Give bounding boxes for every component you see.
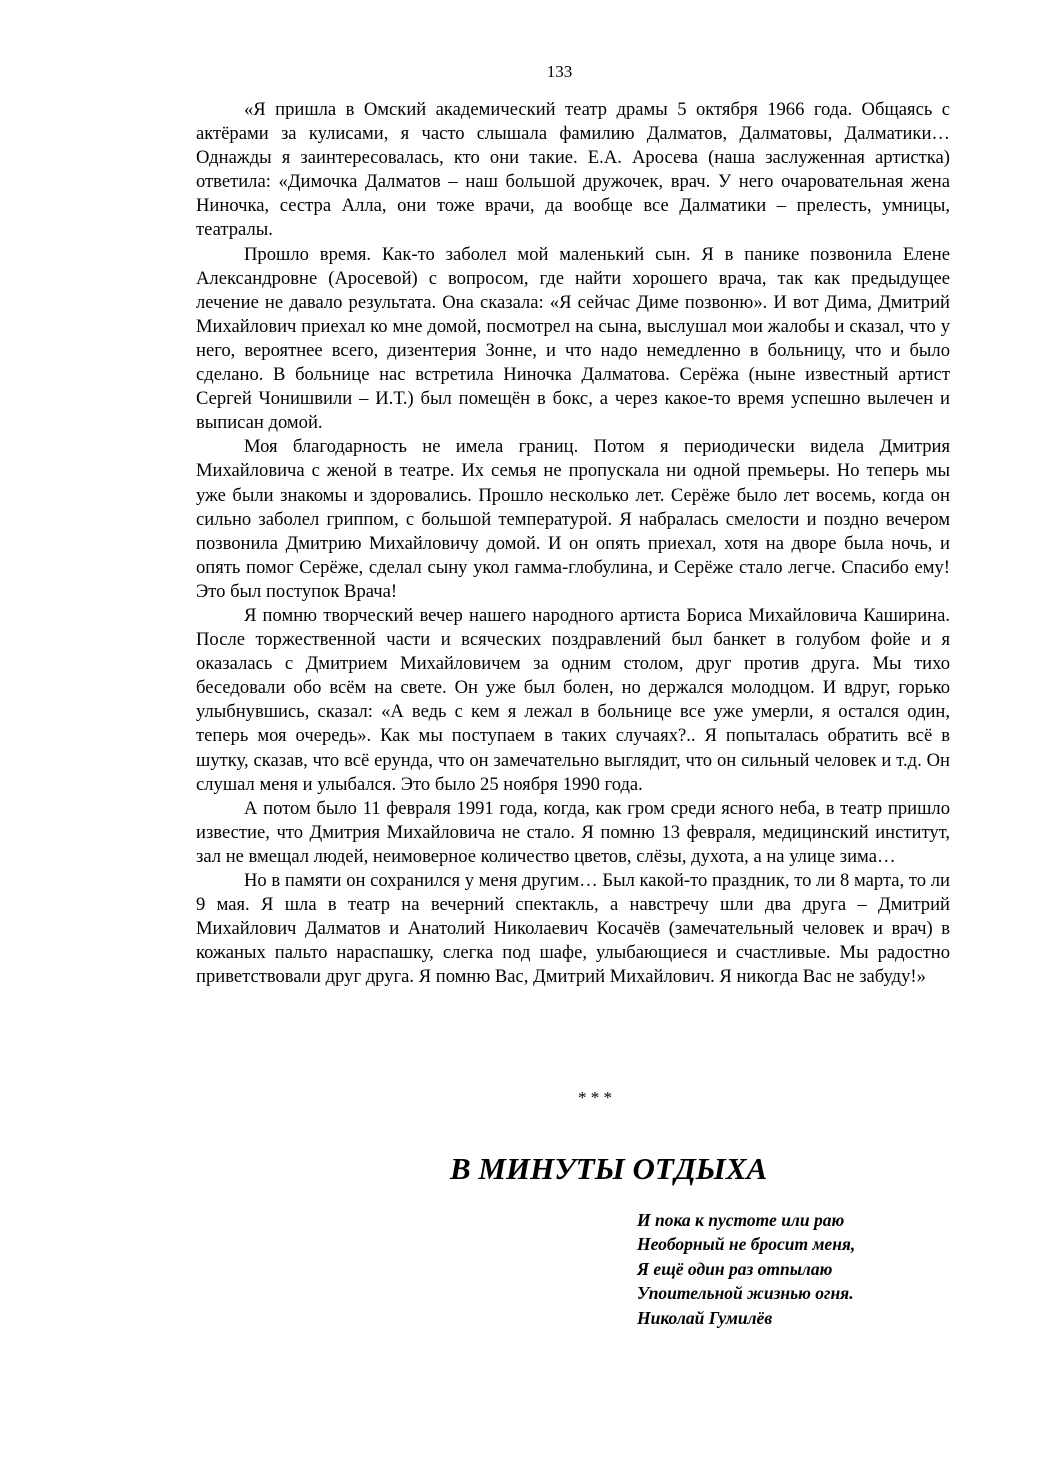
paragraph: А потом было 11 февраля 1991 года, когда, как гром среди ясного неба, в театр пришло известие, что Дмитрия Михайловича не стало. Я помню 13 февраля, медицинский институт, зал не вмещал людей, неимоверное количество цветов, слёзы, духота, а на улице зима… bbox=[196, 797, 950, 867]
epigraph-author: Николай Гумилёв bbox=[637, 1307, 773, 1328]
paragraph: Моя благодарность не имела границ. Потом я периодически видела Дмитрия Михайловича с женой в театре. Их семья не пропускала ни одной премьеры. Но теперь мы уже были знакомы и здоровались. Прошло несколько лет. Серёже было лет восемь, когда он сильно заболел гриппом, с большой температурой. Я набралась смелости и поздно вечером позвонила Дмитрию Михайловичу домой. И он опять приехал, хотя на дворе была ночь, и опять помог Серёже, сделал сыну укол гамма-глобулина, и Серёже стало легче. Спасибо ему! Это был поступок Врача! bbox=[196, 436, 950, 602]
epigraph-line: Упоительной жизнью огня. bbox=[637, 1283, 854, 1304]
epigraph-line: И пока к пустоте или раю bbox=[637, 1210, 845, 1230]
epigraph-line: Необорный не бросит меня, bbox=[637, 1234, 856, 1255]
memoir-text bbox=[196, 98, 950, 989]
section-title: В МИНУТЫ ОТДЫХА bbox=[450, 1151, 768, 1186]
paragraph: Прошло время. Как-то заболел мой маленький сын. Я в панике позвонила Елене Александровне (Аросевой) с вопросом, где найти хорошего врача, так как предыдущее лечение не давало результата. Она сказала: «Я сейчас Диме позвоню». И вот Дима, Дмитрий Михайлович приехал ко мне домой, посмотрел на сына, выслушал мои жалобы и сказал, что у него, вероятнее всего, дизентерия Зонне, и что надо немедленно в больницу, что и было сделано. В больнице нас встретила Ниночка Далматова. Серёжа (ныне известный артист Сергей Чонишвили – И.Т.) был помещён в бокс, а через какое-то время успешно вылечен и выписан домой. bbox=[196, 243, 950, 434]
paragraph: Но в памяти он сохранился у меня другим… Был какой-то праздник, то ли 8 марта, то ли 9 мая. Я шла в театр на вечерний спектакль, а навстречу шли два друга – Дмитрий Михайлович Далматов и Анатолий Николаевич Косачёв (замечательный человек и врач) в кожаных пальто нараспашку, слегка под шафе, улыбающиеся и счастливые. Мы радостно приветствовали друг друга. Я помню Вас, Дмитрий Михайлович. Я никогда Вас не забуду!» bbox=[196, 870, 950, 988]
epigraph-line: Я ещё один раз отпылаю bbox=[637, 1258, 833, 1279]
paragraph: Я помню творческий вечер нашего народного артиста Бориса Михайловича Каширина. После торжественной части и всяческих поздравлений был банкет в голубом фойе и я оказалась с Дмитрием Михайловичем за одним столом, друг против друга. Мы тихо беседовали обо всём на свете. Он уже был болен, но держался молодцом. И вдруг, горько улыбнувшись, сказал: «А ведь с кем я лежал в больнице все уже умерли, я остался один, теперь моя очередь». Как мы поступаем в таких случаях?.. Я попыталась обратить всё в шутку, сказав, что всё ерунда, что он замечательно выглядит, что он сильный человек и т.д. Он слушал меня и улыбался. Это было 25 ноября 1990 года. bbox=[196, 604, 950, 795]
epigraph bbox=[637, 1208, 855, 1330]
paragraph: «Я пришла в Омский академический театр драмы 5 октября 1966 года. Общаясь с актёрами за кулисами, я часто слышала фамилию Далматов, Далматовы, Далматики… Однажды я заинтересовалась, кто они такие. Е.А. Аросева (наша заслуженная артистка) ответила: «Димочка Далматов – наш большой дружочек, врач. У него очаровательная жена Ниночка, сестра Алла, они тоже врачи, да вообще все Далматики – прелесть, умницы, театралы. bbox=[196, 99, 950, 241]
section-separator: * * * bbox=[578, 1088, 612, 1107]
page-number: 133 bbox=[546, 62, 573, 81]
